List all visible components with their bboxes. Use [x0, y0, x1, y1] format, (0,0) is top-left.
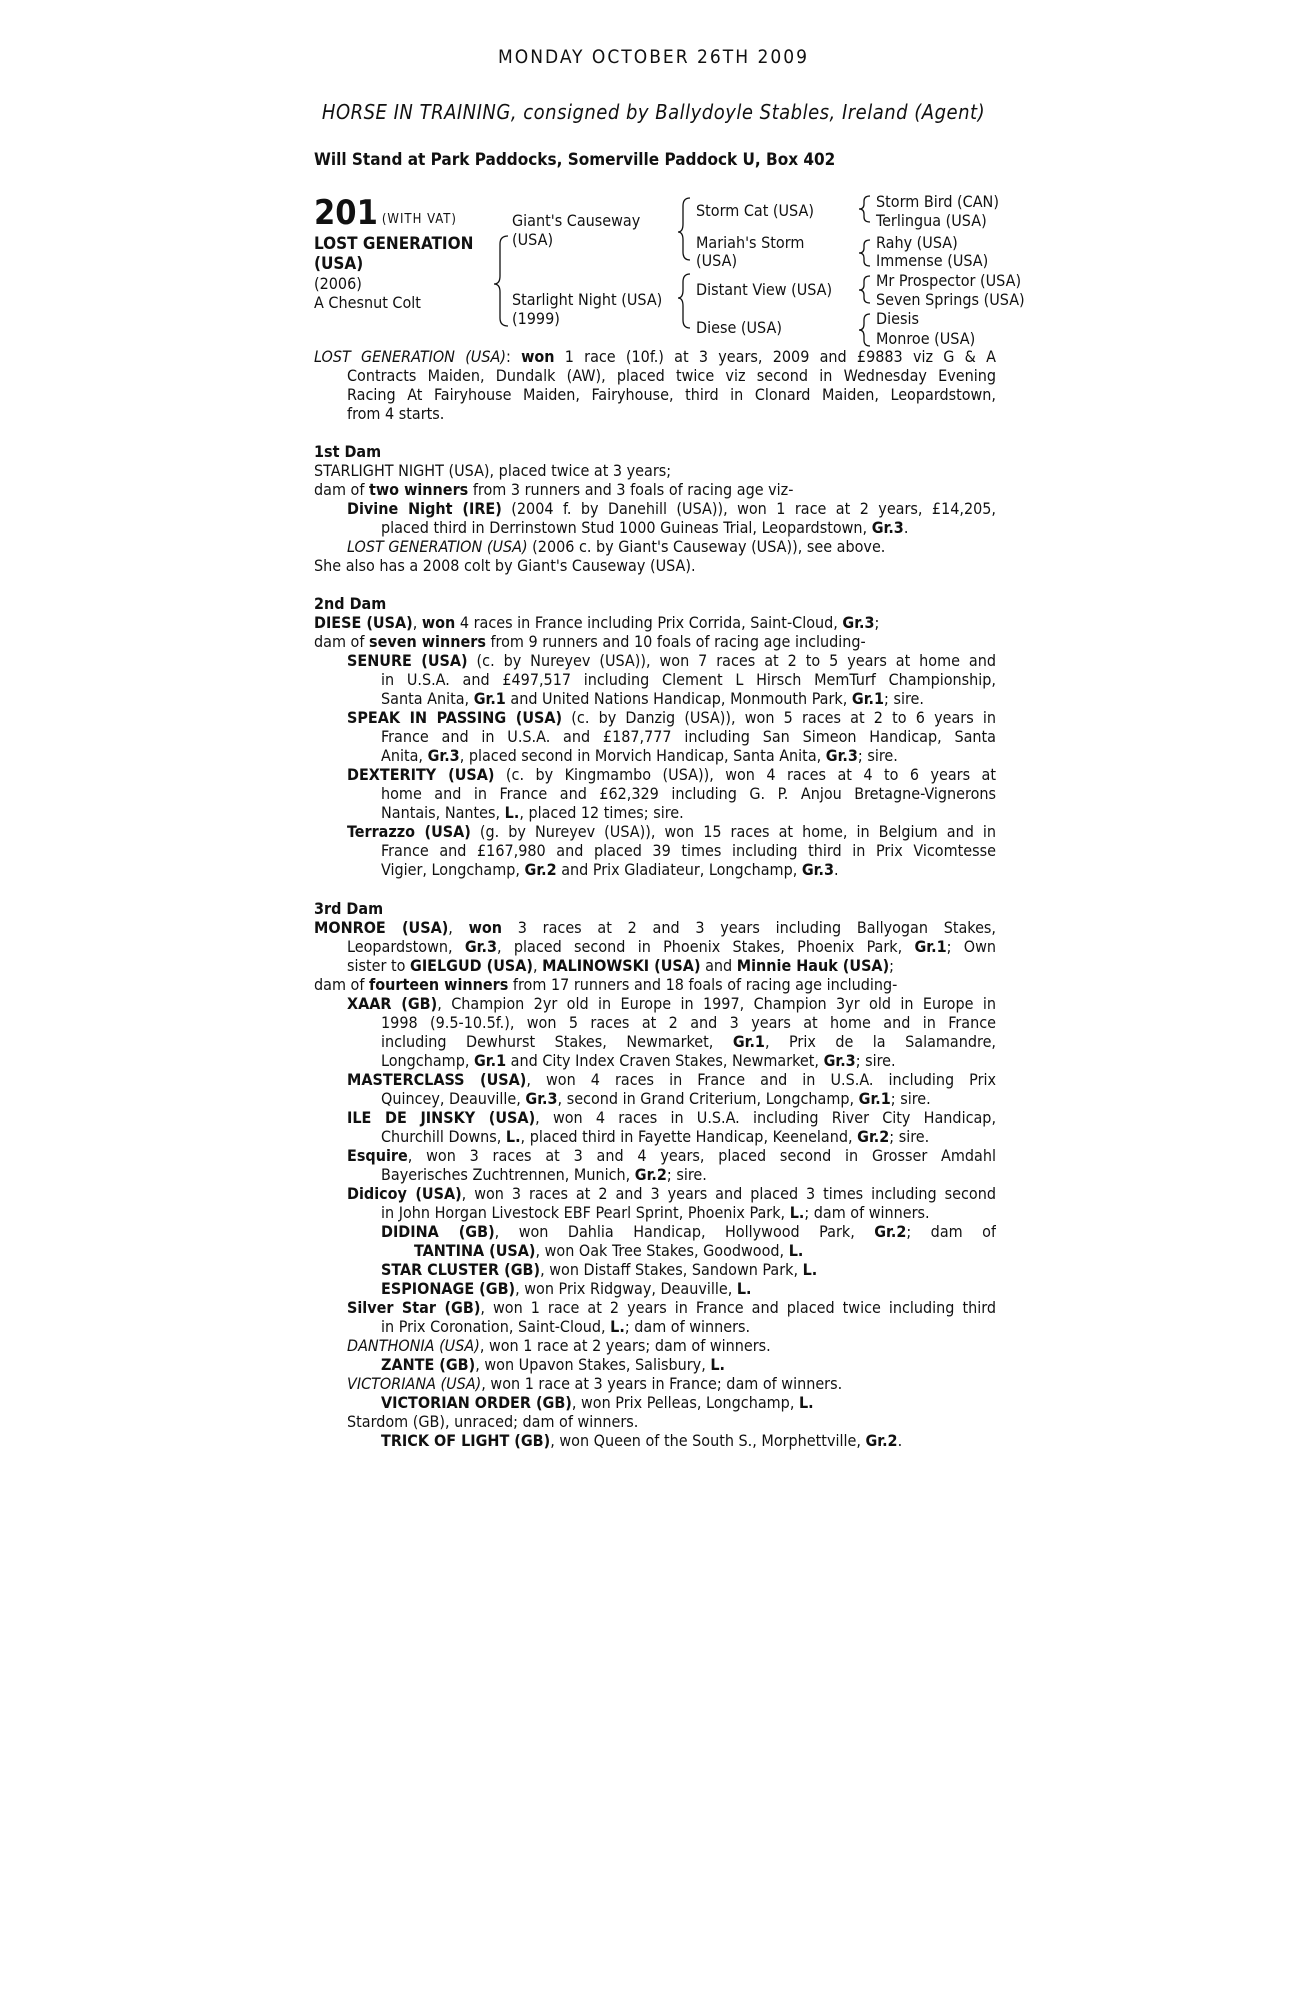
produce-name: TRICK OF LIGHT (GB) [381, 1431, 551, 1450]
text: ; sire. [855, 1051, 896, 1070]
second-dam-section [314, 594, 996, 879]
text: , Champion 2yr old in Europe in 1997, Champion 3yr old in Europe in [437, 994, 996, 1013]
text: Bayerisches Zuchtrennen, Munich, [381, 1165, 635, 1184]
produce-line [314, 1070, 996, 1089]
text: , placed third in Fayette Handicap, Keeneland, [520, 1127, 858, 1146]
text: , won Oak Tree Stakes, Goodwood, [535, 1241, 789, 1260]
won-bold: won [521, 347, 555, 366]
dam-name: Starlight Night (USA) [512, 290, 663, 309]
section-heading: 3rd Dam [314, 899, 384, 918]
race-summary [314, 347, 996, 423]
winners-count: seven winners [369, 632, 486, 651]
gg-sds: Rahy (USA) [876, 233, 958, 252]
text: dam of [314, 975, 369, 994]
produce-line [314, 1032, 996, 1051]
text: 3 races at 2 and 3 years including Ballyogan Stakes, [502, 918, 996, 937]
summary-line: from 4 starts. [347, 404, 445, 423]
gg-sdd: Immense (USA) [876, 251, 989, 270]
text: and City Index Craven Stakes, Newmarket, [506, 1051, 824, 1070]
text: from 3 runners and 3 foals of racing age viz- [468, 480, 794, 499]
text: , won 3 races at 3 and 4 years, placed second in Grosser Amdahl [407, 1146, 996, 1165]
text: ; dam of winners. [804, 1203, 930, 1222]
gg-ddd: Monroe (USA) [876, 329, 976, 348]
text: (g. by Nureyev (USA)), won 15 races at home, in Belgium and in [470, 822, 996, 841]
summary-line [314, 347, 996, 366]
text: . [897, 1431, 903, 1450]
horse-name-line1: LOST GENERATION [314, 234, 474, 254]
produce-line [314, 1241, 996, 1260]
grade: L. [505, 1127, 521, 1146]
text: , [532, 956, 543, 975]
dam-sire: Distant View (USA) [696, 280, 833, 299]
text: , won Dahlia Handicap, Hollywood Park, [494, 1222, 875, 1241]
produce-line: France and £167,980 and placed 39 times including third in Prix Vicomtesse [381, 841, 996, 860]
text: Santa Anita, [381, 689, 474, 708]
text: ; sire. [884, 689, 924, 708]
produce-name: SPEAK IN PASSING (USA) [347, 708, 563, 727]
grade: Gr.3 [823, 1051, 856, 1070]
text: Vigier, Longchamp, [381, 860, 525, 879]
produce-name: TANTINA (USA) [414, 1241, 536, 1260]
dam-name: DIESE (USA) [314, 613, 413, 632]
dam-line: STARLIGHT NIGHT (USA), placed twice at 3 years; [314, 461, 672, 480]
produce-name-italic: VICTORIANA (USA) [347, 1374, 482, 1393]
grade: Gr.2 [857, 1127, 890, 1146]
text: . [833, 860, 839, 879]
gg-ssd: Terlingua (USA) [876, 211, 987, 230]
section-heading: 1st Dam [314, 442, 382, 461]
text: ; sire. [857, 746, 898, 765]
produce-line [314, 1089, 996, 1108]
text: , won Prix Ridgway, Deauville, [515, 1279, 737, 1298]
grade: Gr.1 [473, 1051, 507, 1070]
text: Leopardstown, [347, 937, 465, 956]
text: from 9 runners and 10 foals of racing age including- [485, 632, 866, 651]
sd-brace [859, 240, 870, 266]
text: Nantais, Nantes, [381, 803, 505, 822]
dam-line [314, 613, 996, 632]
text: from 17 runners and 18 foals of racing age including- [508, 975, 898, 994]
dam-line [314, 975, 996, 994]
produce-line [314, 689, 996, 708]
produce-line [314, 1374, 996, 1393]
text: in John Horgan Livestock EBF Pearl Sprint, Phoenix Park, [381, 1203, 790, 1222]
text: Longchamp, [381, 1051, 474, 1070]
produce-line [314, 537, 996, 556]
produce-line [314, 822, 996, 841]
sire-dam-line1: Mariah's Storm [696, 233, 805, 252]
grade: Gr.1 [732, 1032, 765, 1051]
produce-name: DIDINA (GB) [381, 1222, 495, 1241]
grade: Gr.3 [525, 1089, 558, 1108]
produce-name: DEXTERITY (USA) [347, 765, 495, 784]
produce-name: Didicoy (USA) [347, 1184, 462, 1203]
grade: L. [610, 1317, 625, 1336]
text: , placed second in Morvich Handicap, Santa Anita, [459, 746, 826, 765]
grade: L. [736, 1279, 752, 1298]
grade: Gr.1 [851, 689, 885, 708]
text: , won Prix Pelleas, Longchamp, [571, 1393, 799, 1412]
grade: Gr.2 [865, 1431, 898, 1450]
produce-name: ILE DE JINSKY (USA) [347, 1108, 536, 1127]
produce-line [314, 1184, 996, 1203]
stand-location: Will Stand at Park Paddocks, Somerville Paddock U, Box 402 [314, 150, 836, 170]
text: , won Distaff Stakes, Sandown Park, [540, 1260, 803, 1279]
produce-name: ESPIONAGE (GB) [381, 1279, 516, 1298]
main-brace [494, 236, 508, 326]
dam-line [314, 937, 996, 956]
produce-name: ZANTE (GB) [381, 1355, 476, 1374]
won-bold: won [421, 613, 456, 632]
text: ; sire. [666, 1165, 707, 1184]
produce-line: home and in France and £62,329 including G. P. Anjou Bretagne-Vignerons [381, 784, 996, 803]
text: ; sire. [889, 1127, 930, 1146]
third-dam-section [314, 899, 996, 1450]
produce-line: France and in U.S.A. and £187,777 including San Simeon Handicap, Santa [381, 727, 996, 746]
text: Anita, [381, 746, 428, 765]
sibling-name: GIELGUD (USA) [410, 956, 533, 975]
grade: L. [788, 1241, 804, 1260]
produce-name: SENURE (USA) [347, 651, 468, 670]
horse-description: A Chesnut Colt [314, 293, 421, 312]
dam-line: She also has a 2008 colt by Giant's Causeway (USA). [314, 556, 696, 575]
grade: Gr.1 [858, 1089, 891, 1108]
produce-line [314, 1393, 996, 1412]
horse-name-italic: LOST GENERATION (USA) [314, 347, 506, 366]
text: , [412, 613, 422, 632]
summary-line: Contracts Maiden, Dundalk (AW), placed twice viz second in Wednesday Evening [347, 366, 996, 385]
winners-count: two winners [369, 480, 469, 499]
grade: Gr.2 [874, 1222, 907, 1241]
sibling-name: MALINOWSKI (USA) [542, 956, 701, 975]
text: , second in Grand Criterium, Longchamp, [557, 1089, 859, 1108]
produce-line [314, 860, 996, 879]
text: dam of [314, 632, 369, 651]
grade: Gr.3 [871, 518, 904, 537]
produce-name: Silver Star (GB) [347, 1298, 481, 1317]
gg-dss: Mr Prospector (USA) [876, 271, 1022, 290]
dam-line [314, 480, 996, 499]
grade: Gr.3 [842, 613, 875, 632]
first-dam-section [314, 442, 996, 575]
sibling-name: Minnie Hauk (USA) [736, 956, 890, 975]
text: . [903, 518, 909, 537]
produce-name: Divine Night (IRE) [347, 499, 502, 518]
grade: Gr.2 [634, 1165, 667, 1184]
produce-name: VICTORIAN ORDER (GB) [381, 1393, 572, 1412]
grade: Gr.1 [914, 937, 947, 956]
text: ; sire. [890, 1089, 931, 1108]
text: Quincey, Deauville, [381, 1089, 526, 1108]
text: ; dam of [906, 1222, 996, 1241]
text: and [700, 956, 737, 975]
text: , [448, 918, 469, 937]
produce-name: Terrazzo (USA) [347, 822, 471, 841]
produce-name-italic: LOST GENERATION (USA) [347, 537, 528, 556]
consignment-title: HORSE IN TRAINING, consigned by Ballydoyle Stables, Ireland (Agent) [321, 100, 986, 124]
text: (2004 f. by Danehill (USA)), won 1 race at 2 years, £14,205, [501, 499, 996, 518]
foaling-year: (2006) [314, 274, 362, 293]
horse-name-line2: (USA) [314, 254, 364, 274]
grade: Gr.1 [473, 689, 506, 708]
text: (c. by Nureyev (USA)), won 7 races at 2 to 5 years at home and [467, 651, 996, 670]
lot-number: 201 [314, 193, 378, 233]
section-heading: 2nd Dam [314, 594, 387, 613]
grade: Gr.2 [524, 860, 557, 879]
produce-line [314, 1051, 996, 1070]
text: ; dam of winners. [624, 1317, 751, 1336]
produce-name: XAAR (GB) [347, 994, 438, 1013]
produce-line [314, 1279, 996, 1298]
sire-dam-line2: (USA) [696, 251, 738, 270]
produce-line [314, 518, 996, 537]
produce-name: STAR CLUSTER (GB) [381, 1260, 541, 1279]
winners-count: fourteen winners [369, 975, 509, 994]
produce-line [314, 1260, 996, 1279]
produce-name: MASTERCLASS (USA) [347, 1070, 527, 1089]
text: , won Queen of the South S., Morphettville, [550, 1431, 866, 1450]
grade: Gr.3 [825, 746, 858, 765]
sale-date: MONDAY OCTOBER 26TH 2009 [498, 46, 809, 68]
dam-line [314, 632, 996, 651]
produce-line [314, 1431, 996, 1450]
text: ; [874, 613, 880, 632]
sire-country: (USA) [512, 230, 554, 249]
text: and United Nations Handicap, Monmouth Park, [505, 689, 852, 708]
produce-line [314, 1317, 996, 1336]
summary-line: Racing At Fairyhouse Maiden, Fairyhouse, third in Clonard Maiden, Leopardstown, [347, 385, 996, 404]
text: (c. by Kingmambo (USA)), won 4 races at 4 to 6 years at [494, 765, 996, 784]
text: , won 1 race at 2 years in France and placed twice including third [480, 1298, 996, 1317]
text: , won 1 race at 2 years; dam of winners. [479, 1336, 771, 1355]
text: including Dewhurst Stakes, Newmarket, [381, 1032, 733, 1051]
grade: Gr.3 [801, 860, 834, 879]
dam-line [314, 918, 996, 937]
grade: Gr.3 [464, 937, 497, 956]
text: : [505, 347, 522, 366]
produce-line [314, 1146, 996, 1165]
produce-name: Esquire [347, 1146, 408, 1165]
dam-brace [678, 274, 690, 328]
gg-dsd: Seven Springs (USA) [876, 290, 1025, 309]
produce-line [314, 1127, 996, 1146]
produce-line [314, 1336, 996, 1355]
dam-line [314, 956, 996, 975]
text: 1 race (10f.) at 3 years, 2009 and £9883 viz G & A [554, 347, 996, 366]
text: placed third in Derrinstown Stud 1000 Guineas Trial, Leopardstown, [381, 518, 872, 537]
produce-line [314, 765, 996, 784]
sire-name: Giant's Causeway [512, 211, 641, 230]
text: , won Upavon Stakes, Salisbury, [475, 1355, 711, 1374]
dam-dam: Diese (USA) [696, 318, 782, 337]
grade: L. [802, 1260, 818, 1279]
text: (c. by Danzig (USA)), won 5 races at 2 to 6 years in [562, 708, 996, 727]
text: in Prix Coronation, Saint-Cloud, [381, 1317, 611, 1336]
gg-dds: Diesis [876, 309, 919, 328]
grade: Gr.3 [427, 746, 460, 765]
produce-line [314, 994, 996, 1013]
text: , Prix de la Salamandre, [764, 1032, 996, 1051]
text: dam of [314, 480, 369, 499]
grade: L. [798, 1393, 814, 1412]
text: ; Own [946, 937, 996, 956]
produce-line [314, 1203, 996, 1222]
text: sister to [347, 956, 410, 975]
text: , won 4 races in France and in U.S.A. including Prix [526, 1070, 996, 1089]
text: , placed second in Phoenix Stakes, Phoenix Park, [496, 937, 915, 956]
produce-line: in U.S.A. and £497,517 including Clement L Hirsch MemTurf Championship, [381, 670, 996, 689]
sire-sire: Storm Cat (USA) [696, 201, 814, 220]
produce-line [314, 803, 996, 822]
text: , won 3 races at 2 and 3 years and placed 3 times including second [461, 1184, 996, 1203]
text: ; [889, 956, 895, 975]
dd-brace [859, 314, 870, 346]
grade: L. [710, 1355, 725, 1374]
ss-brace [859, 196, 870, 222]
text: 4 races in France including Prix Corrida, Saint-Cloud, [455, 613, 843, 632]
produce-name-italic: DANTHONIA (USA) [347, 1336, 480, 1355]
won-bold: won [468, 918, 503, 937]
sire-brace [678, 198, 690, 260]
produce-line [314, 746, 996, 765]
produce-line: 1998 (9.5-10.5f.), won 5 races at 2 and 3 years at home and in France [381, 1013, 996, 1032]
ds-brace [859, 276, 870, 303]
grade: L. [789, 1203, 805, 1222]
dam-name: MONROE (USA) [314, 918, 449, 937]
produce-line [314, 1222, 996, 1241]
produce-line [314, 1108, 996, 1127]
produce-line [314, 708, 996, 727]
produce-line [314, 1298, 996, 1317]
vat-note: (WITH VAT) [381, 212, 457, 227]
text: , won 4 races in U.S.A. including River City Handicap, [535, 1108, 996, 1127]
text: Churchill Downs, [381, 1127, 506, 1146]
dam-year: (1999) [512, 309, 560, 328]
text: (2006 c. by Giant's Causeway (USA)), see above. [527, 537, 886, 556]
gg-sss: Storm Bird (CAN) [876, 192, 999, 211]
produce-line [314, 499, 996, 518]
text: , placed 12 times; sire. [519, 803, 684, 822]
text: and Prix Gladiateur, Longchamp, [556, 860, 802, 879]
produce-line: Stardom (GB), unraced; dam of winners. [347, 1412, 639, 1431]
text: , won 1 race at 3 years in France; dam of winners. [481, 1374, 843, 1393]
produce-line [314, 1355, 996, 1374]
grade: L. [504, 803, 520, 822]
produce-line [314, 1165, 996, 1184]
produce-line [314, 651, 996, 670]
